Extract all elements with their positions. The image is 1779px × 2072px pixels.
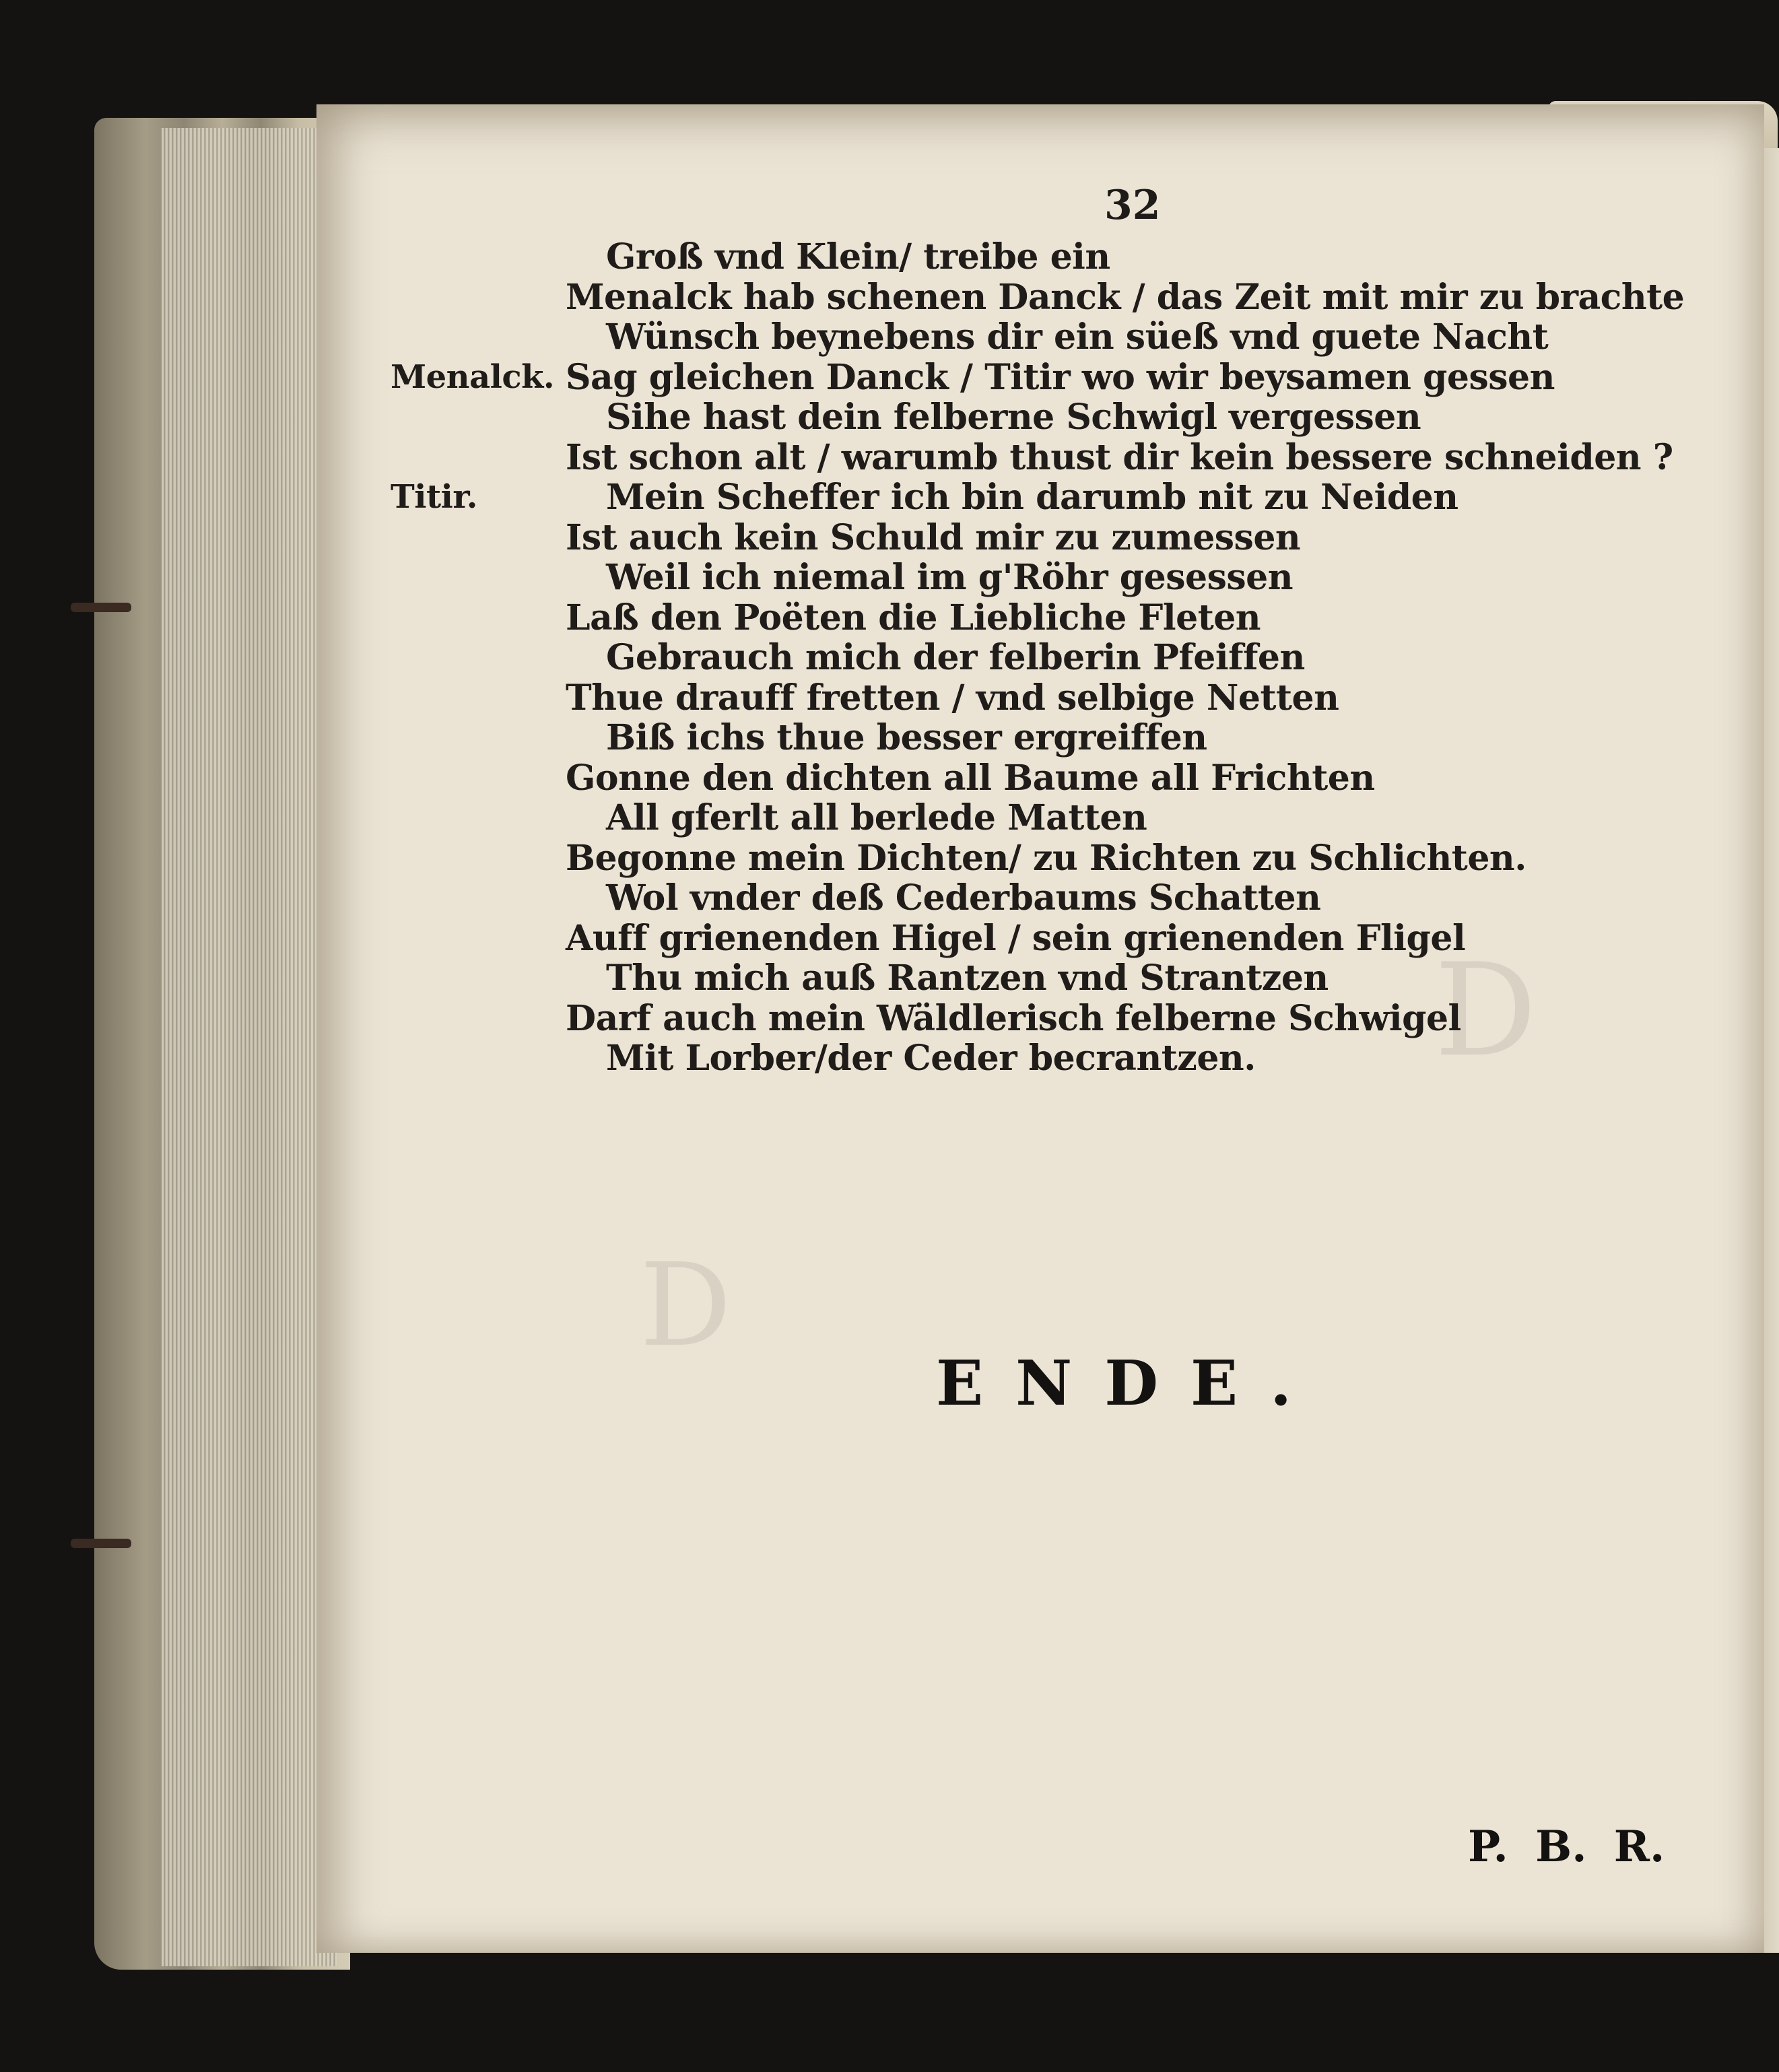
verse-text: Biß ichs thue besser ergreiffen <box>606 717 1207 758</box>
bleed-through-shadow: D <box>1434 936 1537 1085</box>
verse-text: Weil ich niemal im g'Röhr gesessen <box>606 557 1294 598</box>
verse-line <box>391 436 1673 478</box>
verse-line <box>391 598 1535 638</box>
verse-text: Sag gleichen Danck / Titir wo wir beysamen gessen <box>566 356 1555 398</box>
verse-line <box>391 558 1535 598</box>
verse-line <box>391 758 1535 799</box>
verse-line <box>391 878 1535 918</box>
verse-line <box>391 237 1535 277</box>
verse-text: Wünsch beynebens dir ein süeß vnd guete Nacht <box>606 316 1549 358</box>
verse-text: Auff grienenden Higel / sein grienenden Fligel <box>566 917 1466 959</box>
book-clasp-lower <box>71 1539 131 1548</box>
verse-line <box>391 678 1535 718</box>
verse-text: Laß den Poëten die Liebliche Fleten <box>566 597 1261 638</box>
printer-signature: P. B. R. <box>1468 1822 1665 1872</box>
verse-line <box>391 356 1555 398</box>
verse-text: Thue drauff fretten / vnd selbige Netten <box>566 677 1339 718</box>
closing-word: ENDE. <box>936 1347 1324 1419</box>
verse-text: Groß vnd Klein/ treibe ein <box>606 236 1110 277</box>
speaker-label: Titir. <box>391 478 477 516</box>
book-clasp-upper <box>71 603 131 612</box>
verse-line <box>391 918 1535 959</box>
verse-block <box>391 236 1685 1079</box>
bleed-through-shadow: D <box>640 1239 732 1372</box>
verse-line <box>391 638 1535 678</box>
verse-line <box>391 999 1535 1039</box>
verse-text: Mein Scheffer ich bin darumb nit zu Neiden <box>606 477 1458 518</box>
verse-line <box>391 958 1535 999</box>
verse-text: Menalck hab schenen Danck / das Zeit mit mir zu brachte <box>566 276 1685 318</box>
verse-line <box>391 798 1535 838</box>
verse-line <box>391 518 1535 558</box>
speaker-label: Menalck. <box>391 358 555 396</box>
verse-text: Ist auch kein Schuld mir zu zumessen <box>566 516 1301 558</box>
verse-text: All gferlt all berlede Matten <box>606 797 1147 838</box>
verse-line <box>391 718 1535 758</box>
verse-line <box>391 397 1535 438</box>
verse-line <box>391 477 1535 518</box>
verse-text: Gebrauch mich der felberin Pfeiffen <box>606 637 1305 678</box>
verse-text: Thu mich auß Rantzen vnd Strantzen <box>606 958 1329 999</box>
verse-line <box>391 1038 1535 1079</box>
verse-text: Sihe hast dein felberne Schwigl vergessen <box>606 397 1421 438</box>
verse-text: Wol vnder deß Cederbaums Schatten <box>606 877 1321 918</box>
verse-line <box>391 838 1535 879</box>
page-stack <box>162 128 337 1966</box>
verse-text: Ist schon alt / warumb thust dir kein bessere schneiden ? <box>566 436 1673 478</box>
page-number: 32 <box>1104 182 1161 229</box>
verse-text: Gonne den dichten all Baume all Frichten <box>566 757 1375 799</box>
verse-line <box>391 316 1549 358</box>
verse-text: Mit Lorber/der Ceder becrantzen. <box>606 1038 1256 1079</box>
verse-line <box>391 276 1685 318</box>
verse-text: Darf auch mein Wäldlerisch felberne Schwigel <box>566 997 1461 1039</box>
verse-text: Begonne mein Dichten/ zu Richten zu Schlichten. <box>566 837 1526 879</box>
